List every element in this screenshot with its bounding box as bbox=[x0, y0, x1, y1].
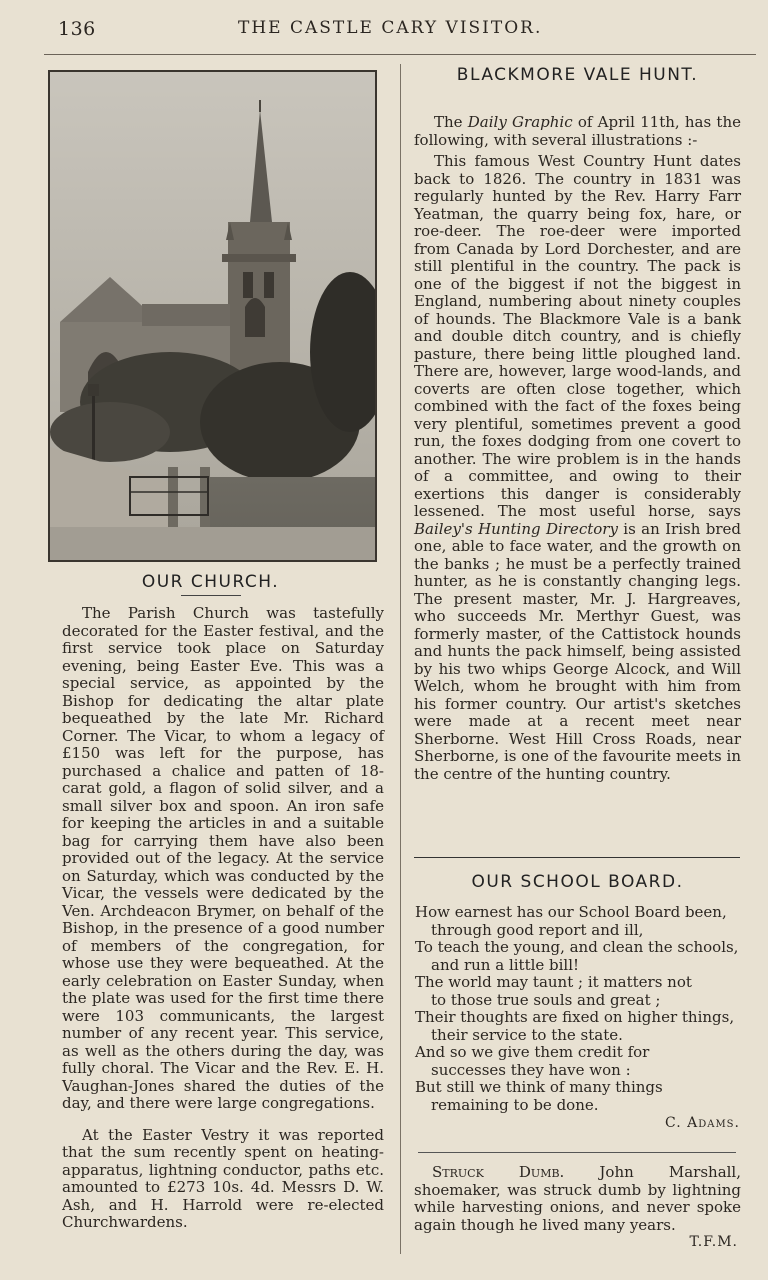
header-rule bbox=[44, 54, 756, 55]
poem-line: Their thoughts are fixed on higher things, bbox=[415, 1008, 735, 1026]
column-divider bbox=[400, 64, 401, 1254]
page-number: 136 bbox=[58, 18, 96, 40]
section-rule-2 bbox=[418, 1152, 736, 1153]
church-photograph bbox=[48, 70, 377, 562]
our-church-paragraph-1: The Parish Church was tastefully decorated for the Easter festival, and the first service took place on Saturday evening, being Easter Eve. This was a special service, as appointed by the Bishop for dedicating the altar plate bequeathed by the late Mr. Richard Corner. The Vicar, to whom a legacy of £150 was left for the purpose, has purchased a chalice and patten of 18-carat gold, a flagon of solid silver, and a small silver box and spoon. An iron safe for keeping the articles in and a suitable bag for carrying them have also been provided out of the legacy. At the service on Saturday, which was conducted by the Vicar, the vessels were dedicated by the Ven. Archdeacon Brymer, on behalf of the Bishop, in the presence of a good number of members of the congregation, for whose use they were bequeathed. At the early celebration on Easter Sunday, when the plate was used for the first time there were 103 communicants, the largest number of any recent year. This service, as well as the others during the day, was fully choral. The Vicar and the Rev. E. H. Vaughan-Jones shared the duties of the day, and there were large congregations. bbox=[62, 604, 384, 1112]
poem-line: And so we give them credit for bbox=[415, 1043, 650, 1061]
struck-dumb-text: John Marshall, shoemaker, was struck dumb by lightning while harvesting onions, and never spoke again though he lived many years. bbox=[414, 1163, 741, 1234]
page-header bbox=[58, 16, 748, 46]
blackmore-intro bbox=[414, 114, 741, 149]
blackmore-body bbox=[414, 153, 741, 783]
school-board-poem bbox=[415, 904, 742, 1114]
daily-graphic-title: Daily Graphic bbox=[467, 113, 573, 131]
intro-text: The bbox=[434, 113, 468, 131]
poem-line: How earnest has our School Board been, bbox=[415, 903, 727, 921]
poem-line: The world may taunt ; it matters not bbox=[415, 973, 692, 991]
intro-text-end: of April 11th, has the following, with several illustrations :- bbox=[414, 113, 741, 149]
poem-line: their service to the state. bbox=[431, 1025, 623, 1044]
poem-line: through good report and ill, bbox=[431, 920, 644, 939]
poem-line: and run a little bill! bbox=[431, 955, 580, 974]
struck-dumb-signature: T.F.M. bbox=[689, 1234, 738, 1250]
our-church-heading bbox=[48, 572, 373, 596]
poem-line: remaining to be done. bbox=[431, 1095, 599, 1114]
our-church-title: OUR CHURCH. bbox=[141, 572, 280, 592]
struck-dumb-note bbox=[414, 1164, 741, 1234]
body-text-end: is an Irish bred one, able to face water, and the growth on the banks ; he must be a perfectly trained hunter, as he is constantly changing legs. The present master, Mr. J. Hargreaves, who succeeds Mr. Merthyr Guest, was formerly master, of the Cattistock hounds and hunts the pack himself, being assisted by his two whips George Alcock, and Will Welch, whom he brought with him from his former country. Our artist's sketches were made at a recent meet near Sherborne. West Hill Cross Roads, near Sherborne, is one of the favourite meets in the centre of the hunting country. bbox=[414, 519, 741, 783]
blackmore-vale-heading: BLACKMORE VALE HUNT. bbox=[456, 65, 699, 85]
baileys-directory-title: Bailey's Hunting Directory bbox=[414, 519, 618, 538]
poem-line: To teach the young, and clean the schools, bbox=[415, 938, 739, 956]
school-board-heading: OUR SCHOOL BOARD. bbox=[471, 872, 684, 892]
blackmore-vale-article bbox=[414, 114, 741, 783]
heading-rule bbox=[181, 595, 241, 596]
poem-line: to those true souls and great ; bbox=[431, 990, 661, 1009]
our-church-article bbox=[62, 605, 384, 1232]
poem-signature: C. Adams. bbox=[664, 1115, 740, 1131]
body-text: This famous West Country Hunt dates back to 1826. The country in 1831 was regularly hunted by the Rev. Harry Farr Yeatman, the quarry being fox, hare, or roe-deer. The roe-deer were imported from Canada by Lord Dorchester, and are still plentiful in the country. The pack is one of the biggest if not the biggest in England, numbering about ninety couples of hounds. The Blackmore Vale is a bank and double ditch country, and is chiefly pasture, there being little ploughed land. There are, however, large wood-lands, and coverts are often close together, which combined with the fact of the foxes being very plentiful, sometimes prevent a good run, the foxes dodging from one covert to another. The wire problem is in the hands of a committee, and owing to their exertions this danger is considerably lessened. The most useful horse, says bbox=[414, 152, 741, 520]
our-church-paragraph-2: At the Easter Vestry it was reported that the sum recently spent on heating-apparatus, lightning conductor, paths etc. amounted to £273 10s. 4d. Messrs D. W. Ash, and H. Harrold were re-elected Churchwardens. bbox=[62, 1125, 384, 1231]
poem-line: successes they have won : bbox=[431, 1060, 631, 1079]
struck-dumb-lead: Struck Dumb. bbox=[432, 1163, 565, 1181]
poem-line: But still we think of many things bbox=[415, 1078, 663, 1096]
section-rule bbox=[414, 857, 740, 858]
running-title: THE CASTLE CARY VISITOR. bbox=[238, 18, 543, 38]
church-illustration bbox=[50, 72, 375, 560]
